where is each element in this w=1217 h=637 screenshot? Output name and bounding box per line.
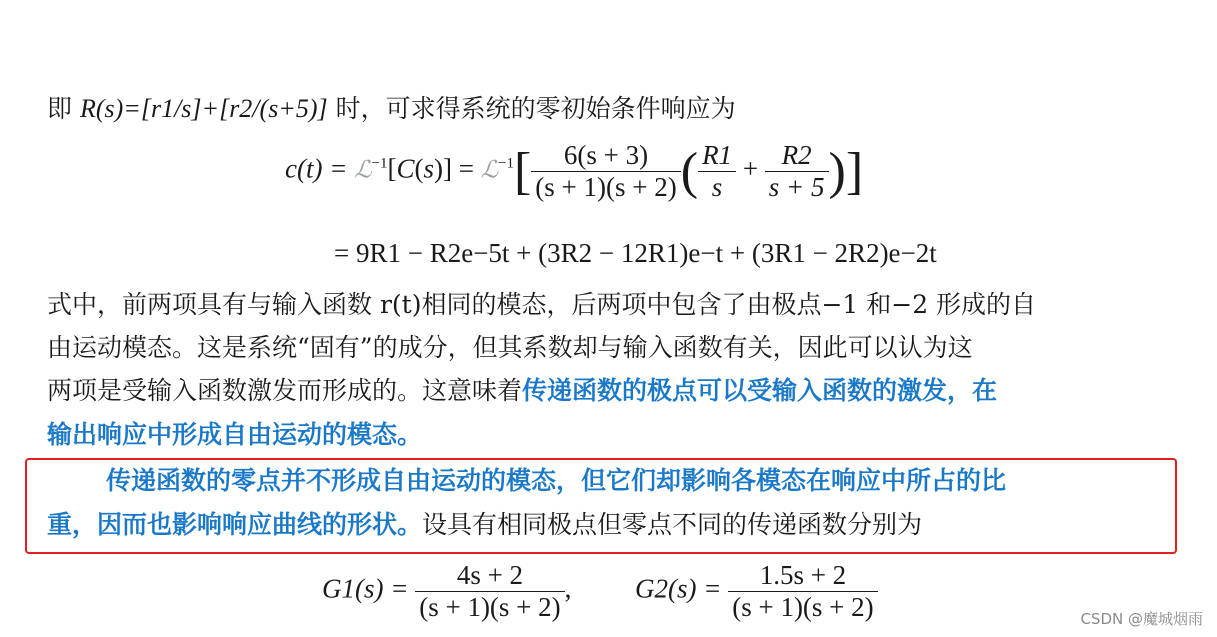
- laplace-symbol-icon: ℒ: [354, 155, 372, 184]
- g2-lhs: G2(s) =: [635, 573, 722, 604]
- g1-numerator: 4s + 2: [456, 560, 524, 590]
- intro-suffix: 时，可求得系统的零初始条件响应为: [335, 94, 736, 123]
- intro-expression: R(s)=[r1/s]+[r2/(s+5)]: [79, 94, 328, 123]
- eq1-numerator: 6(s + 3): [563, 140, 649, 170]
- watermark: CSDN @魔城烟雨: [1080, 610, 1203, 628]
- paragraph-line-3: [47, 374, 997, 408]
- paragraph-line-1: 式中，前两项具有与输入函数 r(t)相同的模态，后两项中包含了由极点−1 和−2 形成的自: [47, 290, 1037, 319]
- equation-g2: [635, 560, 878, 623]
- paragraph-line-3-blue: 传递函数的极点可以受输入函数的激发，在: [522, 376, 998, 405]
- paragraph-line-2: 由运动模态。这是系统“固有”的成分，但其系数却与输入函数有关，因此可以认为这: [47, 333, 973, 362]
- eq1-r2-den: s + 5: [765, 171, 829, 203]
- g1-denominator: (s + 1)(s + 2): [415, 591, 564, 623]
- equation-g1: G1(s) = $\frac{4s + 2}{(s + 1)(s + 2)}$ ,: [322, 560, 572, 622]
- intro-prefix: 即: [47, 94, 73, 123]
- equation-ct: c(t) = ℒ$^{-1}$[C(s)] = ℒ$^{-1}$[ $\frac{6(s + 3)}{(s + 1)(s + 2)}$ ( $\frac{R1}{s}$ + $\frac{R2}{s + 5}$ )]: [285, 140, 864, 202]
- equation-expansion: [334, 238, 937, 269]
- g2-denominator: (s + 1)(s + 2): [728, 591, 877, 623]
- highlight-line-2-plain: 设具有相同极点但零点不同的传递函数分别为: [422, 510, 923, 539]
- eq1-r1-den: s: [698, 171, 736, 203]
- laplace-symbol-icon-2: ℒ: [480, 155, 498, 184]
- highlight-line-2-blue: 重，因而也影响响应曲线的形状。: [47, 510, 423, 539]
- eq2-expression: = 9R1 − R2e−5t + (3R2 − 12R1)e−t + (3R1 − 2R2)e−2t: [334, 238, 937, 268]
- g1-lhs: G1(s) =: [322, 573, 409, 604]
- eq1-r1: R1: [702, 140, 733, 170]
- eq1-denominator: (s + 1)(s + 2): [531, 171, 680, 203]
- paragraph-intro: [47, 92, 736, 126]
- g2-numerator: 1.5s + 2: [759, 560, 847, 590]
- paragraph-line-4: 输出响应中形成自由运动的模态。: [47, 420, 423, 449]
- eq1-lhs: c(t) =: [285, 153, 348, 184]
- highlight-line-1: 传递函数的零点并不形成自由运动的模态，但它们却影响各模态在响应中所占的比: [106, 466, 1007, 495]
- paragraph-line-3-plain: 两项是受输入函数激发而形成的。这意味着: [47, 376, 523, 405]
- eq1-r2: R2: [781, 140, 812, 170]
- highlight-line-2: [47, 508, 922, 542]
